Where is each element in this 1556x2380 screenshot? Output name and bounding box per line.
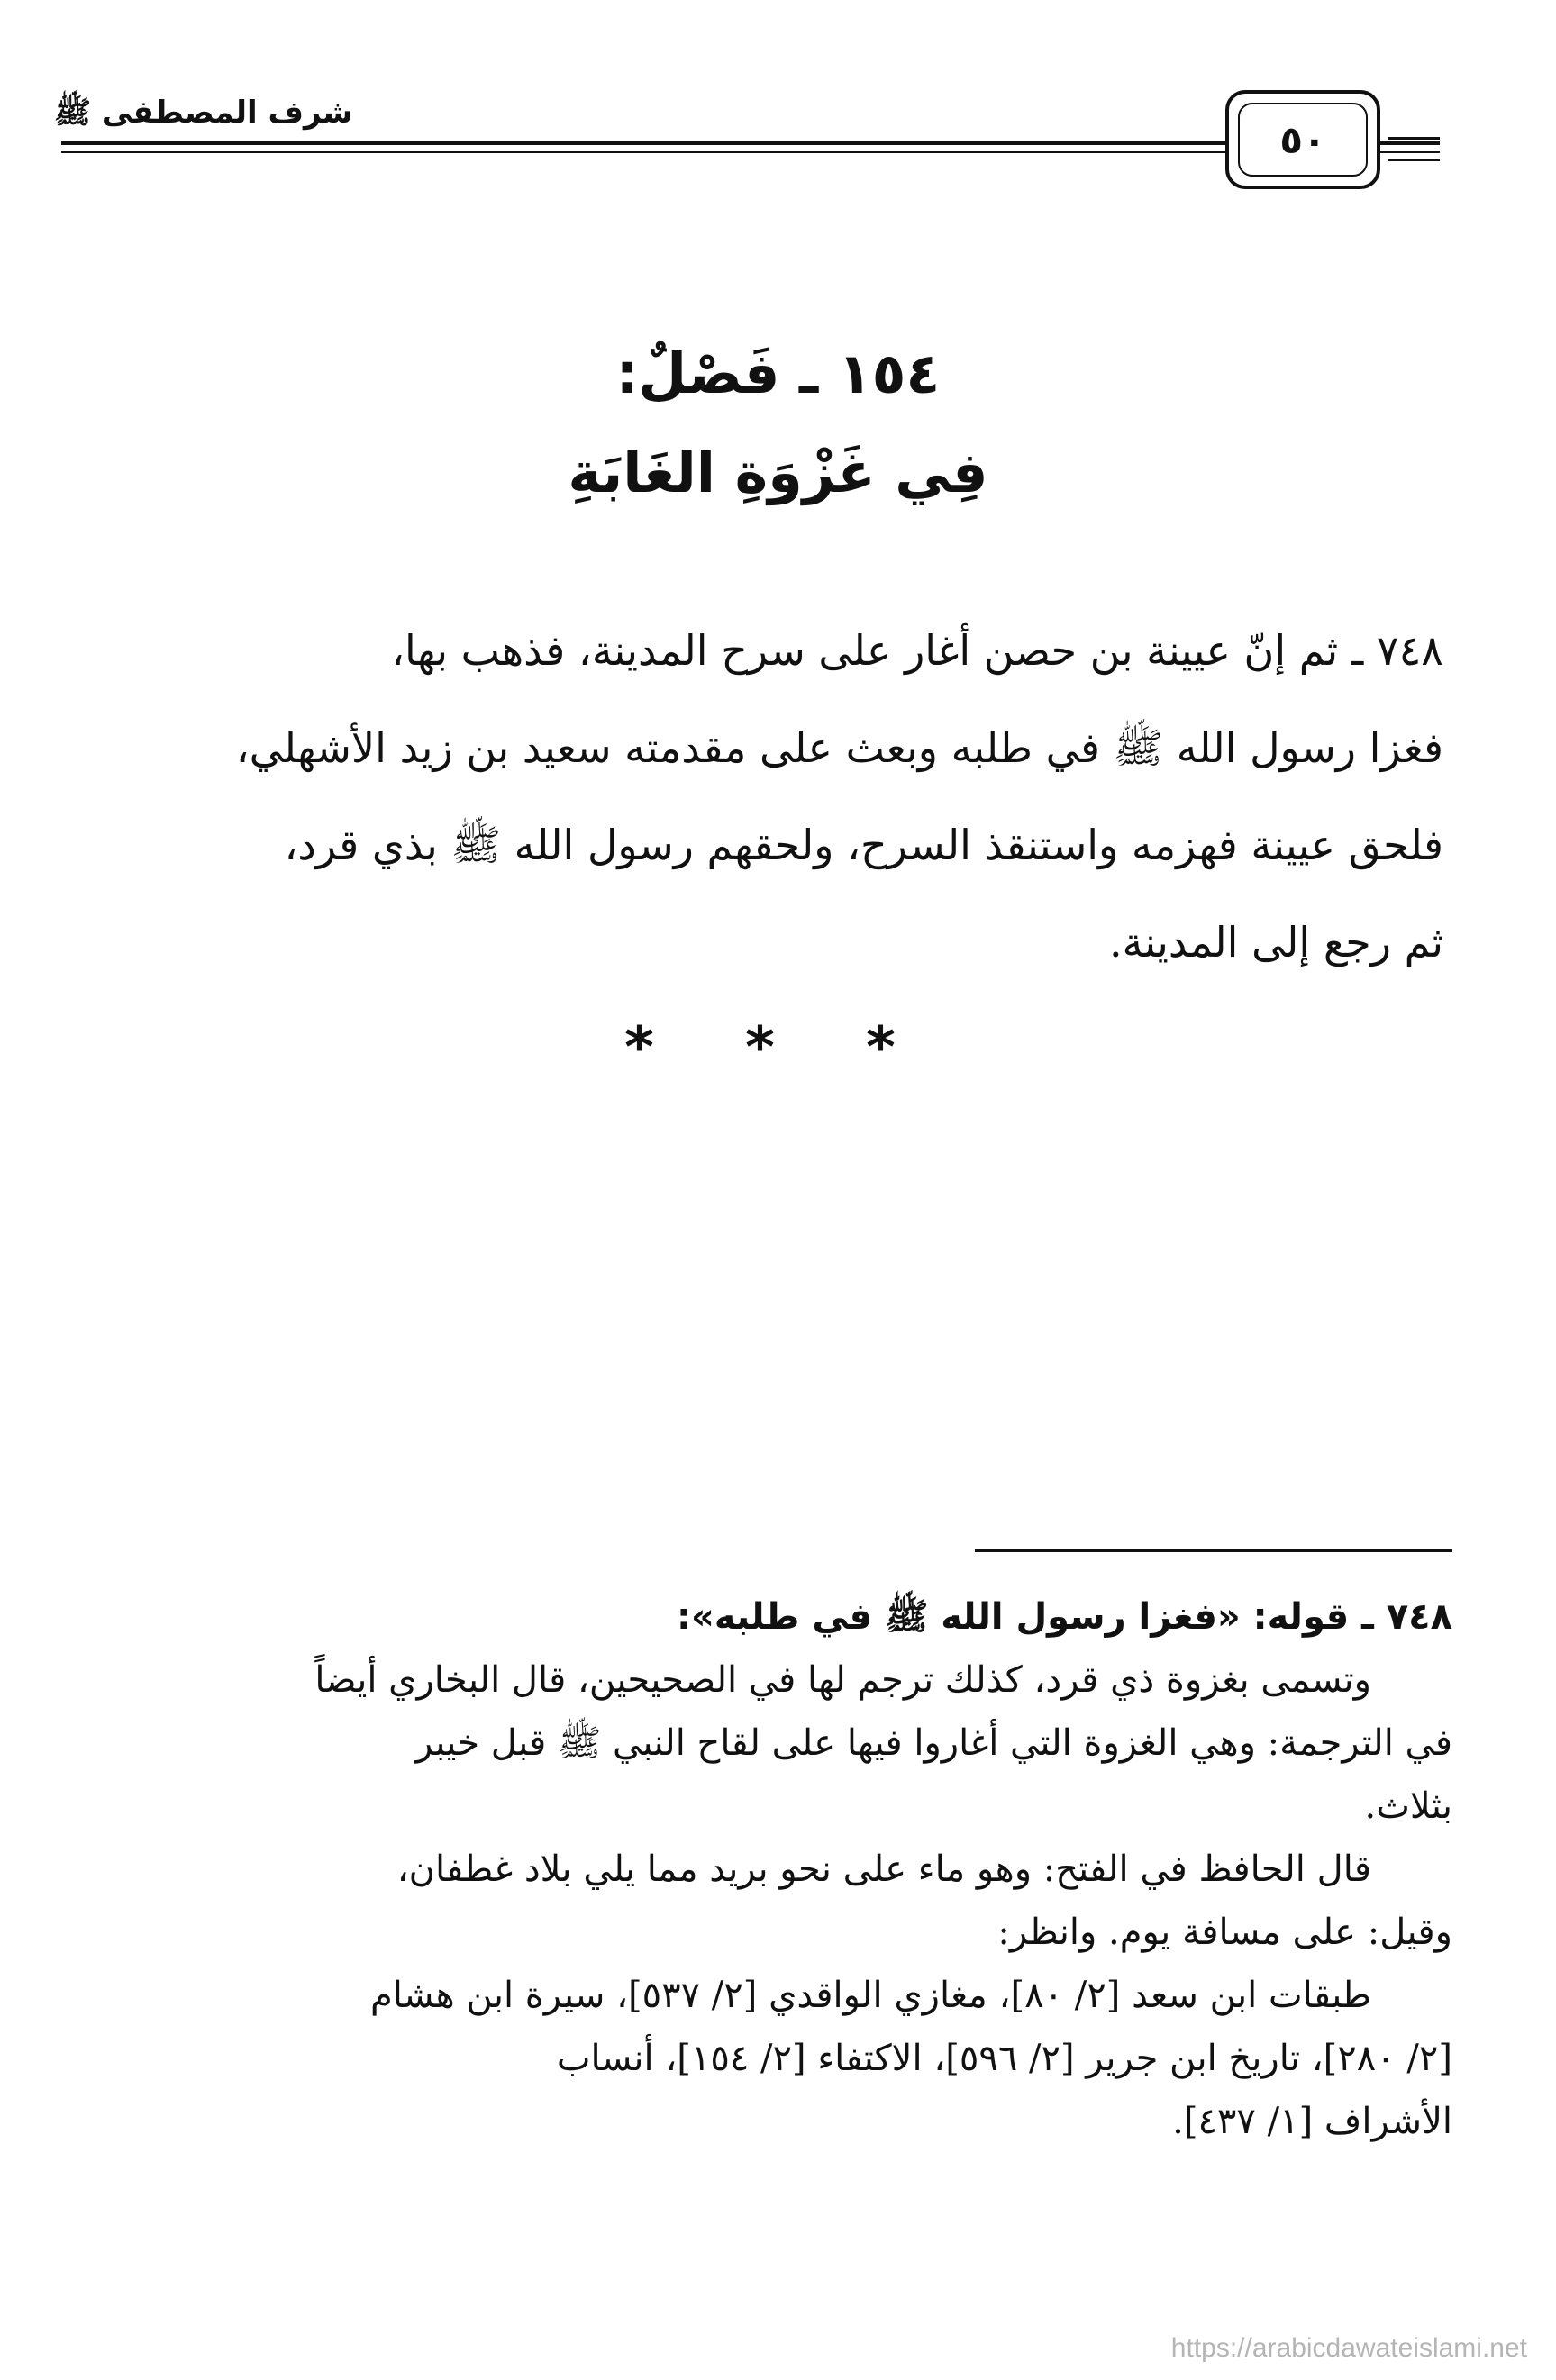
footnote-line: قال الحافظ في الفتح: وهو ماء على نحو بريد مما يلي بلاد غطفان،	[396, 1849, 1371, 1890]
watermark-url: https://arabicdawateislami.net	[1170, 2333, 1527, 2363]
main-line: ٧٤٨ ـ ثم إنّ عيينة بن حصن أغار على سرح المدينة، فذهب بها،	[391, 626, 1443, 675]
main-line: ثم رجع إلى المدينة.	[1108, 918, 1443, 967]
main-line: فغزا رسول الله ﷺ في طلبه وبعث على مقدمته سعيد بن زيد الأشهلي،	[235, 723, 1443, 772]
main-paragraph	[65, 602, 1443, 991]
page-number-frame	[1225, 90, 1380, 189]
footnote-line: [٢/ ٢٨٠]، تاريخ ابن جرير [٢/ ٥٩٦]، الاكتفاء [٢/ ١٥٤]، أنساب	[556, 2038, 1452, 2079]
footnote-line: طبقات ابن سعد [٢/ ٨٠]، مغازي الواقدي [٢/ ٥٣٧]، سيرة ابن هشام	[369, 1975, 1371, 2016]
footnote-line: وتسمى بغزوة ذي قرد، كذلك ترجم لها في الصحيحين، قال البخاري أيضاً	[314, 1659, 1371, 1701]
footnotes	[65, 1585, 1452, 2153]
section-heading: ١٥٤ ـ فَصْلٌ:	[615, 341, 941, 406]
footnote-line: الأشراف [١/ ٤٣٧].	[1172, 2101, 1452, 2142]
page-number: ٥٠	[1238, 103, 1368, 177]
header-rule-ornament	[1388, 137, 1440, 140]
section-separator: * * *	[624, 1014, 932, 1080]
footnote-line: في الترجمة: وهي الغزوة التي أغاروا فيها على لقاح النبي ﷺ قبل خيبر	[415, 1722, 1452, 1764]
main-line: فلحق عيينة فهزمه واستنقذ السرح، ولحقهم رسول الله ﷺ بذي قرد،	[284, 821, 1443, 869]
header-rule-ornament	[1388, 159, 1440, 161]
footnote-line: بثلاث.	[1364, 1785, 1452, 1827]
footnote-lead: ٧٤٨ ـ قوله: «فغزا رسول الله ﷺ في طلبه»:	[677, 1596, 1452, 1638]
section-subheading: فِي غَزْوَةِ الغَابَةِ	[568, 440, 988, 505]
footnote-rule	[975, 1549, 1452, 1552]
footnote-line: وقيل: على مسافة يوم. وانظر:	[997, 1912, 1452, 1953]
running-head: شرف المصطفى ﷺ	[54, 95, 353, 131]
